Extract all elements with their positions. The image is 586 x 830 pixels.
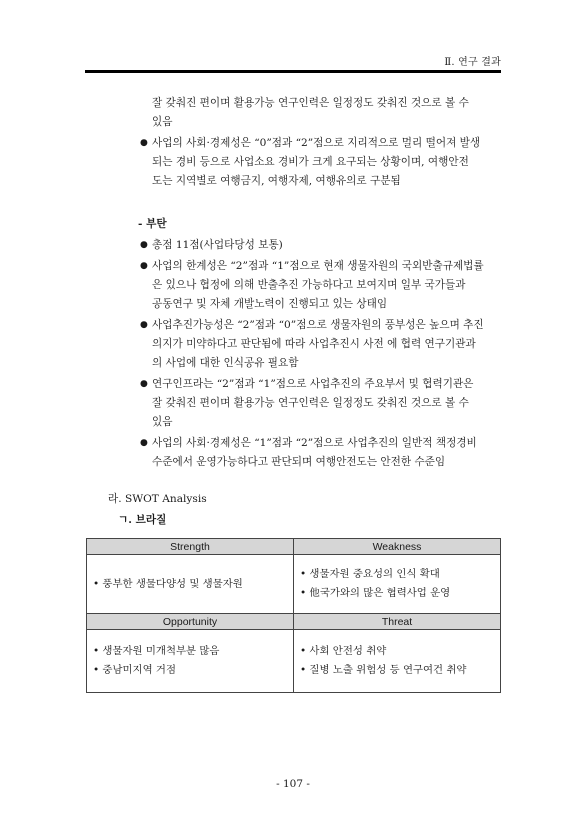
subsection-heading: - 부탄 <box>138 218 167 230</box>
body-line: 사업추진가능성은 “2”점과 “0”점으로 생물자원의 풍부성은 높으며 추진 <box>152 319 484 331</box>
opportunity-item: • 중남미지역 거점 <box>93 664 176 676</box>
weakness-cell <box>294 555 501 614</box>
threat-cell <box>294 630 501 693</box>
body-line: 연구인프라는 “2”점과 “1”점으로 사업추진의 주요부서 및 협력기관은 <box>152 378 474 390</box>
body-line: 도는 지역별로 여행금지, 여행자제, 여행유의로 구분됨 <box>152 175 401 187</box>
section-heading-swot: 라. SWOT Analysis <box>108 493 207 505</box>
body-line: 의지가 미약하다고 판단됨에 따라 사업추진시 사전 에 협력 연구기관과 <box>152 338 476 350</box>
weakness-header: Weakness <box>294 539 501 555</box>
strength-item: • 풍부한 생물다양성 및 생물자원 <box>93 577 243 590</box>
threat-header: Threat <box>294 614 501 630</box>
opportunity-item: • 생물자원 미개척부분 많음 <box>93 645 220 657</box>
strength-header: Strength <box>87 539 294 555</box>
weakness-item: • 他국가와의 많은 협력사업 운영 <box>300 587 451 599</box>
threat-item: • 질병 노출 위험성 등 연구여건 취약 <box>300 664 467 676</box>
body-line: 총점 11점(사업타당성 보통) <box>152 239 283 251</box>
weakness-item: • 생물자원 중요성의 인식 확대 <box>300 568 440 580</box>
body-line: 사업의 사회·경제성은 “0”점과 “2”점으로 지리적으로 멀리 떨어져 발생 <box>152 137 481 149</box>
bullet-icon: ● <box>140 320 148 330</box>
body-line: 잘 갖춰진 편이며 활용가능 연구인력은 일정정도 갖춰진 것으로 볼 수 <box>152 397 469 409</box>
body-line: 있음 <box>152 416 173 428</box>
running-header: Ⅱ. 연구 결과 <box>444 57 501 68</box>
body-line: 잘 갖춰진 편이며 활용가능 연구인력은 일정정도 갖춰진 것으로 볼 수 <box>152 97 469 109</box>
body-line: 사업의 한계성은 “2”점과 “1”점으로 현재 생물자원의 국외반출규제법률 <box>152 260 484 272</box>
opportunity-header: Opportunity <box>87 614 294 630</box>
threat-item: • 사회 안전성 취약 <box>300 645 387 657</box>
body-line: 수준에서 운영가능하다고 판단되며 여행안전도는 안전한 수준임 <box>152 456 446 468</box>
strength-cell <box>87 555 294 614</box>
bullet-icon: ● <box>140 138 148 148</box>
opportunity-cell <box>87 630 294 693</box>
body-line: 있음 <box>152 116 173 128</box>
bullet-icon: ● <box>140 379 148 389</box>
bullet-icon: ● <box>140 240 148 250</box>
page-number: - 107 - <box>276 778 310 790</box>
body-line: 공동연구 및 자체 개발노력이 진행되고 있는 상태임 <box>152 298 388 310</box>
header-rule <box>85 70 501 73</box>
body-line: 의 사업에 대한 인식공유 필요함 <box>152 357 299 369</box>
body-line: 되는 경비 등으로 사업소요 경비가 크게 요구되는 상황이며, 여행안전 <box>152 156 469 168</box>
body-line: 은 있으나 협정에 의해 반출추진 가능하다고 보여지며 일부 국가들과 <box>152 279 466 291</box>
bullet-icon: ● <box>140 261 148 271</box>
bullet-icon: ● <box>140 438 148 448</box>
swot-table <box>86 538 501 693</box>
subsection-heading-brazil: ㄱ. 브라질 <box>118 514 167 526</box>
body-line: 사업의 사회·경제성은 “1”점과 “2”점으로 사업추진의 일반적 책정경비 <box>152 437 477 449</box>
